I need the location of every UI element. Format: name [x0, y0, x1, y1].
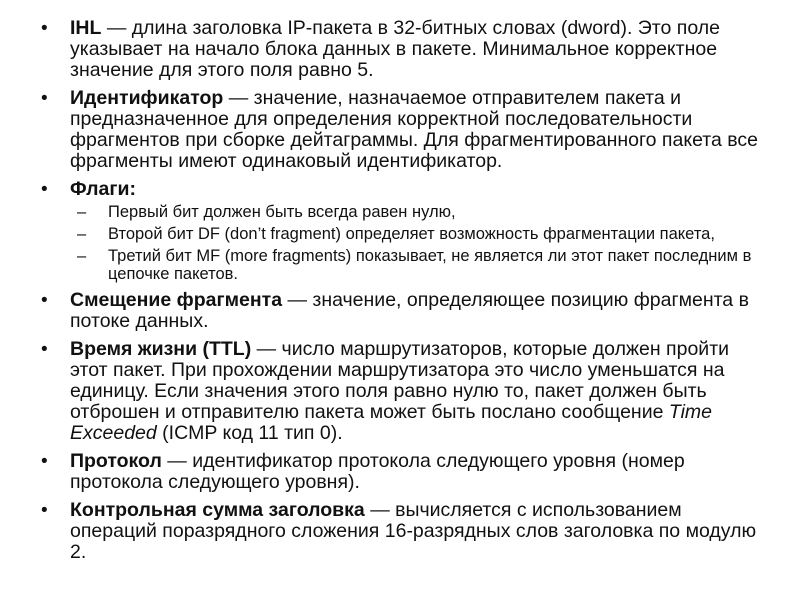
- description-offset: — значение, определяющее позицию фрагмента в потоке данных.: [70, 289, 749, 332]
- term-offset: Смещение фрагмента: [70, 289, 283, 311]
- sub-item-flag-1: – Первый бит должен быть всегда равен нулю,: [70, 203, 770, 221]
- list-item-offset: [38, 290, 770, 332]
- term-checksum: Контрольная сумма заголовка: [70, 499, 365, 521]
- bullet-list: [38, 18, 770, 563]
- list-item-checksum: [38, 500, 770, 563]
- term-ttl: Время жизни (TTL): [70, 338, 252, 360]
- list-item-protocol: [38, 451, 770, 493]
- description-checksum: — вычисляется с использованием операций поразрядного сложения 16-разрядных слов заголовка по модулю 2.: [70, 499, 757, 563]
- list-item-flags: [38, 179, 770, 283]
- sub-item-flag-3: – Третий бит MF (more fragments) показывает, не является ли этот пакет последним в цепочке пакетов.: [70, 247, 770, 283]
- description-ttl-tail: (ICMP код 11 тип 0).: [156, 422, 343, 444]
- list-item-identifier: [38, 88, 770, 172]
- list-item-ttl: [38, 339, 770, 444]
- list-item-ihl: [38, 18, 770, 81]
- description-ihl: — длина заголовка IP-пакета в 32-битных словах (dword). Это поле указывает на начало блока данных в пакете. Минимальное корректное значение для этого поля равно 5.: [70, 17, 720, 81]
- term-identifier: Идентификатор: [70, 87, 224, 109]
- ttl-message-name: Time Exceeded: [70, 401, 713, 444]
- flags-sub-list: [70, 203, 770, 283]
- sub-item-flag-2: – Второй бит DF (don’t fragment) определяет возможность фрагментации пакета,: [70, 225, 770, 243]
- term-flags: Флаги:: [70, 178, 136, 200]
- description-identifier: — значение, назначаемое отправителем пакета и предназначенное для определения корректной последовательности фрагментов при сборке дейтаграммы. Для фрагментированного пакета все фрагменты имеют одинаковый идентификатор.: [70, 87, 758, 172]
- term-protocol: Протокол: [70, 450, 162, 472]
- description-protocol: — идентификатор протокола следующего уровня (номер протокола следующего уровня).: [70, 450, 685, 493]
- term-ihl: IHL: [70, 17, 102, 39]
- description-ttl: — число маршрутизаторов, которые должен пройти этот пакет. При прохождении маршрутизатора это число уменьшатся на единицу. Если значения этого поля равно нулю то, пакет должен быть отброшен и отправителю пакета может быть послано сообщение: [70, 338, 730, 423]
